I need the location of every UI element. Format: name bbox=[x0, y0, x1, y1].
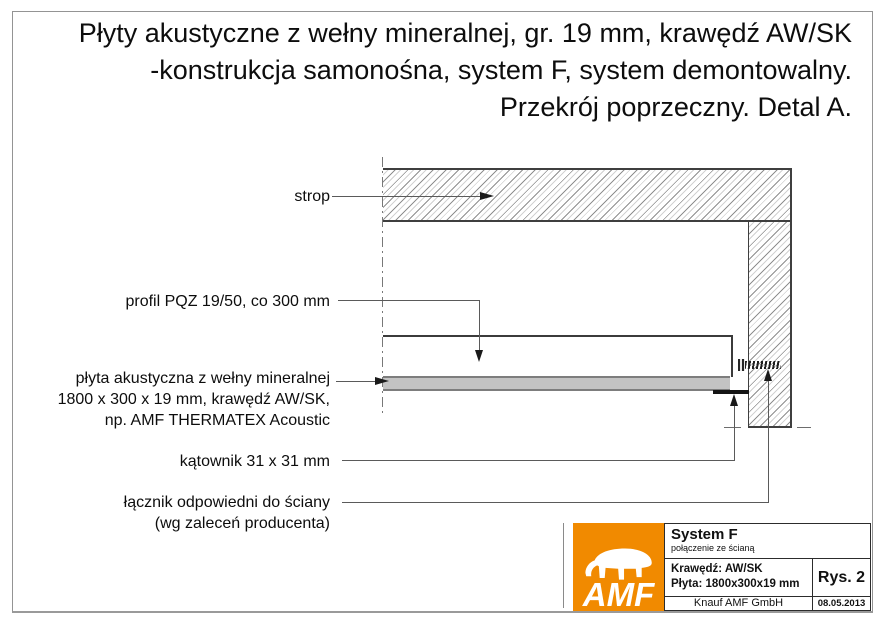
wall-hatched bbox=[748, 222, 792, 428]
ceiling-slab-hatched bbox=[383, 168, 792, 222]
spec-cell bbox=[665, 559, 813, 596]
titleblock-system-row bbox=[665, 524, 870, 559]
plyta-leader-line bbox=[336, 381, 380, 382]
amf-logo-text: AMF bbox=[582, 576, 655, 613]
katownik-leader-rise bbox=[734, 401, 735, 460]
centerline-bottom-dash-right bbox=[797, 427, 811, 428]
label-plyta-line2: 1800 x 300 x 19 mm, krawędź AW/SK, bbox=[57, 391, 330, 408]
drawing-title-line2: -konstrukcja samonośna, system F, system demontowalny. bbox=[150, 55, 852, 85]
profil-leader-line bbox=[338, 300, 480, 301]
centerline-bottom-dash-left bbox=[724, 427, 741, 428]
label-lacznik-line1: łącznik odpowiedni do ściany bbox=[123, 494, 330, 511]
lacznik-leader-rise bbox=[768, 374, 769, 502]
label-lacznik-line2: (wg zaleceń producenta) bbox=[154, 515, 330, 532]
drawing-title-line1: Płyty akustyczne z wełny mineralnej, gr. 19 mm, krawędź AW/SK bbox=[78, 18, 852, 48]
label-strop: strop bbox=[294, 188, 330, 205]
drawing-title bbox=[40, 15, 852, 126]
company-name: Knauf AMF GmbH bbox=[665, 597, 813, 610]
profil-leader-drop bbox=[479, 300, 480, 352]
katownik-leader-line bbox=[342, 460, 735, 461]
lacznik-arrow-icon bbox=[764, 369, 772, 381]
wall-fixing-screw-thread bbox=[745, 361, 781, 369]
drawing-date: 08.05.2013 bbox=[817, 598, 866, 609]
titleblock-left-rule bbox=[563, 523, 564, 608]
titleblock-spec-row bbox=[665, 559, 870, 597]
katownik-arrow-icon bbox=[730, 394, 738, 406]
label-plyta bbox=[10, 368, 330, 431]
profile-top-line bbox=[383, 335, 733, 337]
titleblock-company-row bbox=[665, 597, 870, 610]
label-profil: profil PQZ 19/50, co 300 mm bbox=[125, 293, 330, 310]
plyta-arrow-icon bbox=[375, 377, 389, 385]
profile-end-line bbox=[731, 335, 733, 377]
system-subtitle: połączenie ze ścianą bbox=[671, 543, 755, 553]
acoustic-panel bbox=[383, 376, 730, 391]
label-plyta-line3: np. AMF THERMATEX Acoustic bbox=[104, 412, 330, 429]
amf-logo bbox=[573, 523, 664, 611]
wall-fixing-screw-head bbox=[738, 359, 745, 371]
label-katownik: kątownik 31 x 31 mm bbox=[179, 453, 330, 470]
label-plyta-line1: płyta akustyczna z wełny mineralnej bbox=[75, 370, 330, 387]
lacznik-leader-line bbox=[342, 502, 769, 503]
titleblock-table bbox=[664, 523, 871, 611]
board-spec: Płyta: 1800x300x19 mm bbox=[671, 578, 800, 590]
drawing-number: Rys. 2 bbox=[817, 568, 866, 586]
label-lacznik bbox=[10, 492, 330, 534]
drawing-title-line3: Przekrój poprzeczny. Detal A. bbox=[499, 92, 852, 122]
profil-arrow-icon bbox=[475, 350, 483, 362]
edge-spec: Krawędź: AW/SK bbox=[671, 563, 763, 575]
system-name: System F bbox=[671, 526, 738, 543]
strop-leader-line bbox=[332, 196, 482, 197]
strop-arrow-icon bbox=[480, 192, 494, 200]
